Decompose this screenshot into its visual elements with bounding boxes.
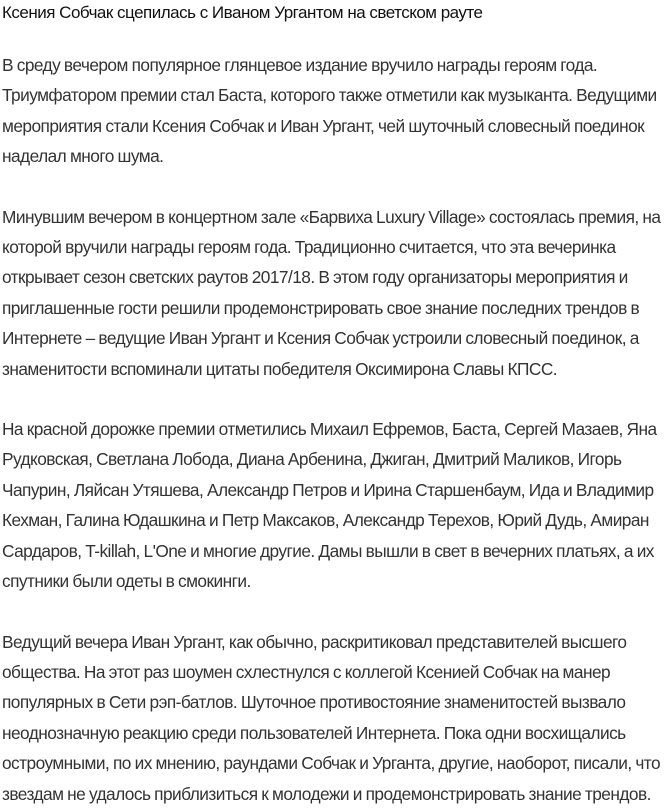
article-paragraph-3: На красной дорожке премии отметились Михаил Ефремов, Баста, Сергей Мазаев, Яна Рудковская, Светлана Лобода, Диана Арбенина, Джиган, Дмитрий Маликов, Игорь Чапурин, Ляйсан Утяшева, Александр Петров и Ирина Старшенбаум, Ида и Владимир Кехман, Галина Юдашкина и Петр Максаков, Александр Терехов, Юрий Дудь, Амиран Сардаров, T-killah, L'One и многие другие. Дамы вышли в свет в вечерних платьях, а их спутники были одеты в смокинги. <box>2 419 657 592</box>
article-paragraph-2: Минувшим вечером в концертном зале «Барвиха Luxury Village» состоялась премия, на которой вручили награды героям года. Традиционно считается, что эта вечеринка открывает сезон светских раутов 2017/18. В этом году организаторы мероприятия и приглашенные гости решили продемонстрировать свое знание последних трендов в Интернете – ведущие Иван Ургант и Ксения Собчак устроили словесный поединок, а знаменитости вспоминали цитаты победителя Оксимирона Славы КПСС. <box>2 206 661 379</box>
article-paragraph-1: В среду вечером популярное глянцевое издание вручило награды героям года. Триумфатором премии стал Баста, которого также отметили как музыканта. Ведущими мероприятия стали Ксения Собчак и Иван Ургант, чей шуточный словесный поединок наделал много шума. <box>2 55 657 167</box>
article-paragraph-4: Ведущий вечера Иван Ургант, как обычно, раскритиковал представителей высшего общества. На этот раз шоумен схлестнулся с коллегой Ксенией Собчак на манер популярных в Сети рэп-батлов. Шуточное противостояние знаменитостей вызвало неоднозначную реакцию среди пользователей Интернета. Пока одни восхищались остроумными, по их мнению, раундами Собчак и Урганта, другие, наоборот, писали, что звездам не удалось приблизиться к молодежи и продемонстрировать знание трендов. <box>2 631 661 804</box>
article-headline: Ксения Собчак сцепилась с Иваном Ургантом на светском рауте <box>2 3 483 22</box>
